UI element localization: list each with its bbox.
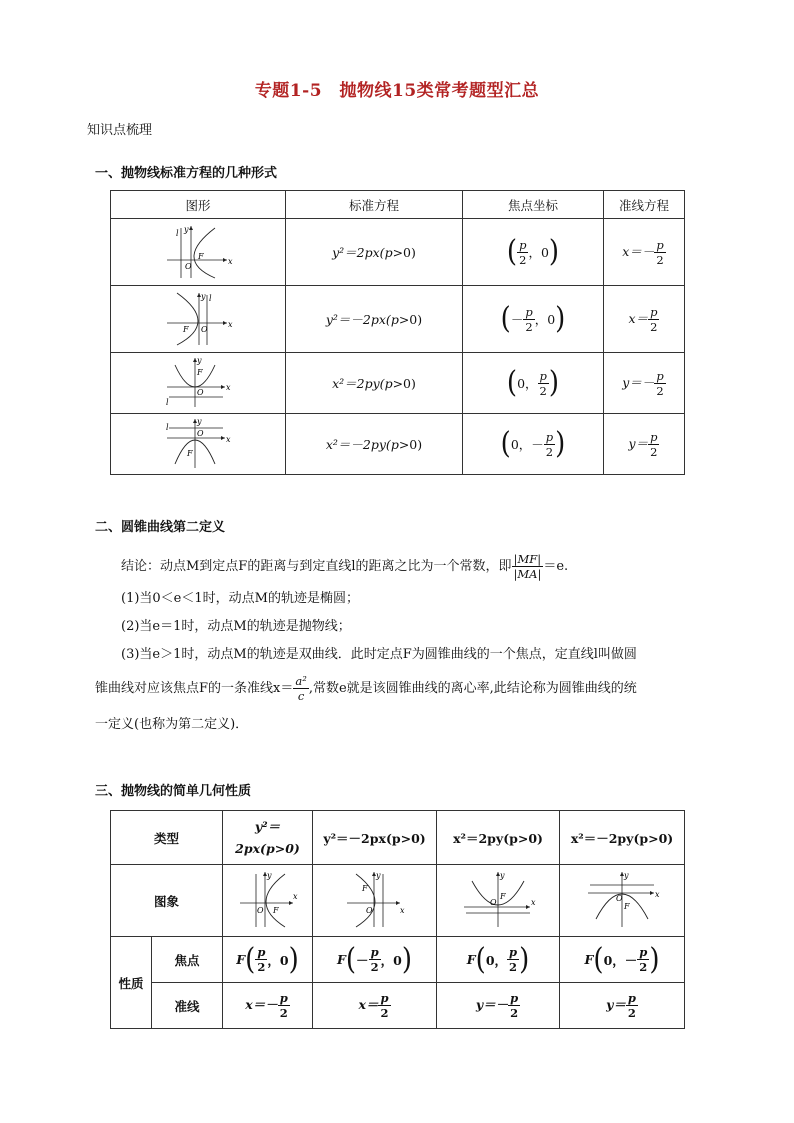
equation-cell: x²＝－2py(p>0): [286, 414, 463, 475]
axis-y-label: y: [624, 871, 629, 880]
item-3-line1: (3)当e＞1时，动点M的轨迹是双曲线．此时定点F为圆锥曲线的一个焦点，定直线l叫做圆: [121, 647, 637, 662]
axis-x-label: x: [228, 319, 233, 329]
focus-label: F: [187, 448, 193, 458]
focus-label: F: [183, 324, 189, 334]
focus-label: F: [500, 892, 506, 901]
graph-cell: [313, 865, 437, 937]
axis-y-label: y: [201, 291, 206, 301]
table-row: [111, 983, 685, 1029]
table-row: [111, 219, 685, 286]
axis-x-label: x: [531, 898, 536, 907]
origin-label: O: [197, 428, 204, 438]
focus-cell: ( 0， $\frac{p}{2}$ ): [463, 353, 604, 414]
item-3-line2: 锥曲线对应该焦点F的一条准线x＝ $\frac{\text{a²}}{c}$ ,常数e就是该圆锥曲线的离心率,此结论称为圆锥曲线的统: [95, 674, 637, 703]
axis-y-label: y: [197, 355, 202, 365]
origin-label: O: [256, 906, 264, 915]
focus-label: F: [272, 906, 279, 915]
type-cell: y²＝－2px(p>0): [313, 811, 437, 865]
section3-heading: 三、抛物线的简单几何性质: [95, 784, 252, 799]
directrix-cell: x＝－ $\frac{p}{2}$: [604, 219, 685, 286]
axis-x-label: x: [399, 906, 405, 915]
directrix-cell: y＝ $\frac{p}{2}$: [604, 414, 685, 475]
focus-label: F: [624, 902, 630, 911]
directrix-l-label: l: [176, 228, 179, 238]
table-row: [111, 353, 685, 414]
item-2: (2)当e＝1时，动点M的轨迹是抛物线；: [121, 619, 351, 634]
focus-cell: ( － $\frac{p}{2}$ ，0 ): [463, 286, 604, 353]
origin-label: O: [365, 906, 373, 915]
graph-cell: [111, 414, 286, 475]
axis-x-label: x: [228, 256, 233, 266]
focus-cell: F ( 0，－ $\frac{p}{2}$ ): [560, 937, 685, 983]
origin-label: O: [616, 894, 623, 903]
graph-cell: [111, 219, 286, 286]
axis-y-label: y: [184, 224, 189, 234]
focus-cell: F ( $\frac{p}{2}$ ，0 ): [223, 937, 313, 983]
graph-cell: [560, 865, 685, 937]
section1-heading: 一、抛物线标准方程的几种形式: [95, 166, 278, 181]
parabola-up-graph: [458, 869, 538, 929]
conclusion-text: 结论：动点M到定点F的距离与到定直线l的距离之比为一个常数，即 $\frac{|MF|}{|MA|}$ ＝e.: [121, 552, 569, 581]
directrix-cell: y＝－ $\frac{p}{2}$: [604, 353, 685, 414]
label-graph: 图象: [111, 865, 223, 937]
table-row: [111, 414, 685, 475]
label-focus: 焦点: [152, 937, 223, 983]
item-3-line3: 一定义(也称为第二定义)．: [95, 717, 249, 732]
table-row: [111, 286, 685, 353]
axis-y-label: y: [266, 871, 272, 880]
equation-cell: x²＝2py(p>0): [286, 353, 463, 414]
label-directrix: 准线: [152, 983, 223, 1029]
table-row: [111, 865, 685, 937]
subtitle: 知识点梳理: [87, 123, 153, 138]
type-cell: x²＝2py(p>0): [437, 811, 560, 865]
table-row: [111, 811, 685, 865]
label-type: 类型: [111, 811, 223, 865]
type-cell: x²＝－2py(p>0): [560, 811, 685, 865]
standard-equation-table: [110, 190, 685, 475]
header-directrix: 准线方程: [604, 191, 685, 219]
equation-cell: y²＝2px(p>0): [286, 219, 463, 286]
focus-label: F: [198, 251, 204, 261]
axis-y-label: y: [197, 416, 202, 426]
graph-cell: [111, 286, 286, 353]
item-1: (1)当0＜e＜1时，动点M的轨迹是椭圆；: [121, 591, 359, 606]
parabola-down-graph: [163, 416, 233, 470]
label-props: 性质: [111, 937, 152, 1029]
equation-cell: y²＝－2px(p>0): [286, 286, 463, 353]
axis-x-label: x: [292, 892, 298, 901]
page-title: 专题1-5 抛物线15类常考题型汇总: [254, 81, 540, 101]
directrix-l-label: l: [166, 422, 169, 432]
header-equation: 标准方程: [286, 191, 463, 219]
parabola-left-graph: [344, 869, 406, 929]
directrix-cell: y＝－ $\frac{p}{2}$: [437, 983, 560, 1029]
parabola-down-graph: [582, 869, 662, 929]
graph-cell: [111, 353, 286, 414]
origin-label: O: [197, 387, 204, 397]
parabola-up-graph: [163, 355, 233, 409]
header-graph: 图形: [111, 191, 286, 219]
axis-y-label: y: [500, 871, 505, 880]
focus-label: F: [197, 367, 203, 377]
parabola-left-graph: [163, 289, 233, 347]
graph-cell: [223, 865, 313, 937]
directrix-l-label: l: [166, 397, 169, 407]
focus-cell: ( 0，－ $\frac{p}{2}$ ): [463, 414, 604, 475]
origin-label: O: [185, 261, 192, 271]
directrix-cell: x＝ $\frac{p}{2}$: [604, 286, 685, 353]
focus-cell: F ( 0， $\frac{p}{2}$ ): [437, 937, 560, 983]
graph-cell: [437, 865, 560, 937]
focus-cell: ( $\frac{p}{2}$ ，0 ): [463, 219, 604, 286]
header-focus: 焦点坐标: [463, 191, 604, 219]
axis-x-label: x: [226, 382, 231, 392]
parabola-right-graph: [163, 222, 233, 280]
type-cell: y²＝ 2px(p>0): [223, 811, 313, 865]
focus-cell: F ( － $\frac{p}{2}$ ，0 ): [313, 937, 437, 983]
axis-y-label: y: [375, 871, 381, 880]
section2-heading: 二、圆锥曲线第二定义: [95, 520, 226, 535]
directrix-cell: y＝ $\frac{p}{2}$: [560, 983, 685, 1029]
directrix-cell: x＝－ $\frac{p}{2}$: [223, 983, 313, 1029]
origin-label: O: [201, 324, 208, 334]
axis-x-label: x: [655, 890, 660, 899]
table-row: [111, 937, 685, 983]
directrix-cell: x＝ $\frac{p}{2}$: [313, 983, 437, 1029]
directrix-l-label: l: [209, 293, 212, 303]
origin-label: O: [490, 898, 497, 907]
parabola-right-graph: [237, 869, 299, 929]
properties-table: [110, 810, 685, 1029]
axis-x-label: x: [226, 434, 231, 444]
focus-label: F: [361, 884, 368, 893]
